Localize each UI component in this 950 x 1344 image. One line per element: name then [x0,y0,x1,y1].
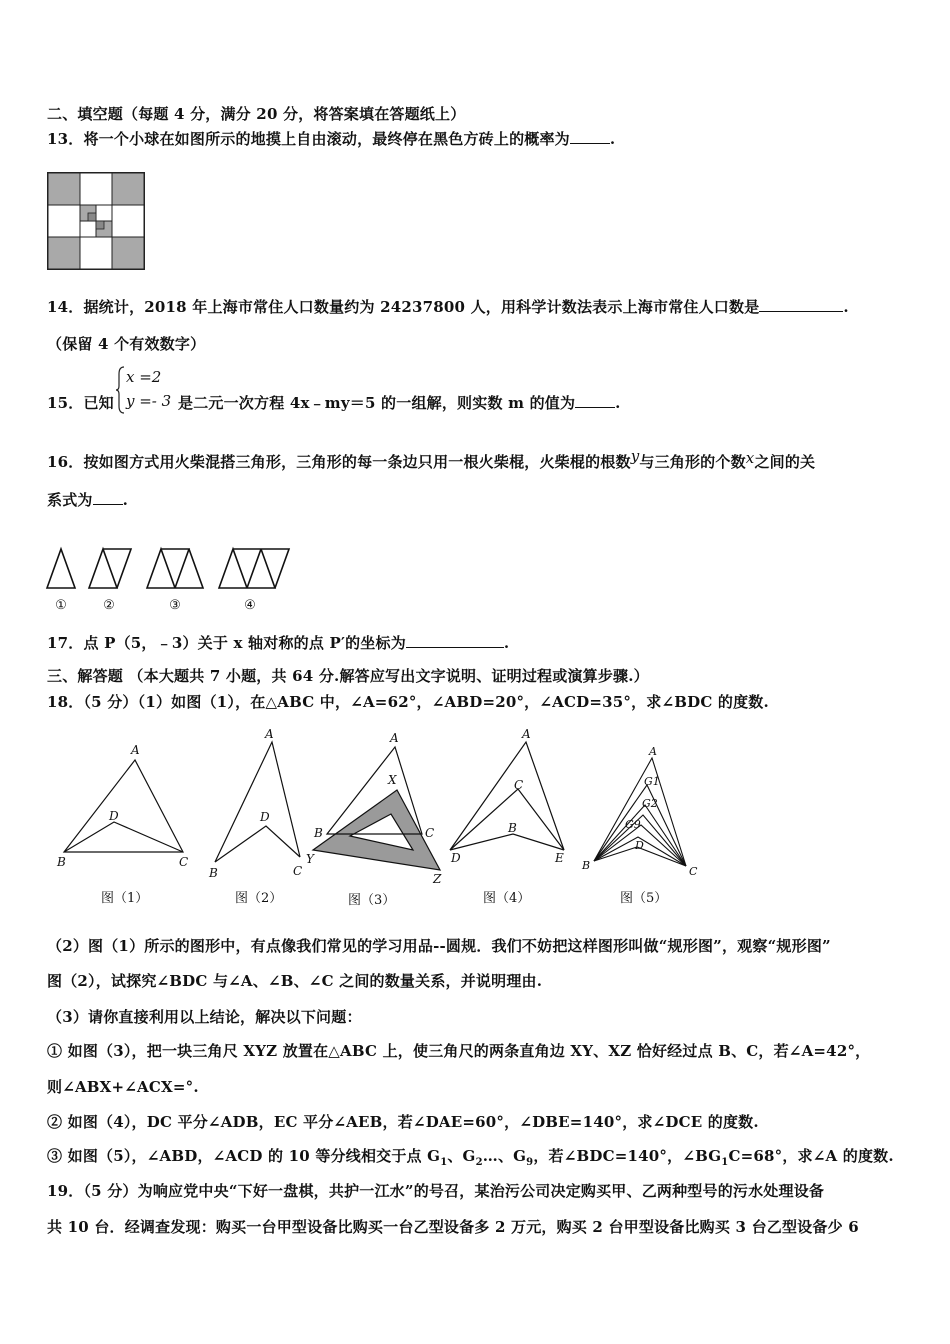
f5-label-g9: G9 [625,818,641,831]
q14-note: （保留 4 个有效数字） [47,335,206,353]
f4-label-b: B [508,821,517,835]
q18-item3-d: ，若∠BDC=140°，∠BG [533,1147,722,1165]
q16-answer-blank [93,490,123,505]
q18-item3 [47,1145,894,1168]
q16-line2: 系式为 . [47,491,129,509]
f5-label-g1: G1 [644,775,660,788]
f4-label-e: E [555,851,564,865]
f3-label-a: A [390,731,399,745]
f1-label-b: B [57,855,66,869]
f5-label-a: A [649,745,657,758]
fig1-caption: 图（1） [101,891,149,906]
q18-item3-sub9: 9 [526,1157,534,1168]
q18-figure-5 [575,745,705,910]
f2-label-b: B [209,866,218,880]
q16-label-1: ① [55,598,67,613]
f1-label-d: D [109,809,119,823]
f2-label-a: A [265,727,274,741]
f4-label-a: A [522,727,531,741]
q15-equation-system [116,366,178,414]
tile-black-s2 [96,221,104,229]
f5-label-c: C [689,865,698,878]
q18-figure-4 [445,725,585,910]
f5-label-d: D [635,839,644,852]
q18-item3-sub1b: 1 [721,1157,729,1168]
q18-item1-a: ① 如图（3），把一块三角尺 XYZ 放置在△ABC 上，使三角尺的两条直角边 XY、XZ 恰好经过点 B、C，若∠A=42°， [47,1042,871,1060]
q15-answer-blank [575,393,615,408]
q15-row1: x =2 [126,368,162,386]
question-15: 是二元一次方程 4x﹣my＝5 的一组解，则实数 m 的值为 . [178,394,621,412]
q15-row2: y =- 3 [126,392,172,410]
f3-label-x: X [388,773,397,787]
q16-text-d: 系式为 [47,491,93,509]
q18-item3-sub1: 1 [440,1157,448,1168]
f5-label-g2: G2 [642,797,658,810]
f3-label-b: B [314,826,323,840]
section-2-heading: 二、填空题（每题 4 分，满分 20 分，将答案填在答题纸上） [47,105,466,123]
question-13: 13．将一个小球在如图所示的地摸上自由滚动，最终停在黑色方砖上的概率为 . [47,130,616,148]
f1-label-a: A [131,743,140,757]
brace-icon [116,366,126,414]
fig5-caption: 图（5） [620,891,668,906]
tile-black-bl [48,237,80,269]
section-3-heading: 三、解答题 （本大题共 7 小题，共 64 分.解答应写出文字说明、证明过程或演算步骤.） [47,667,649,685]
q18-item3-c: …、G [482,1147,527,1165]
q16-var-y: y [630,447,640,465]
q18-item3-e: C=68°，求∠A 的度数. [728,1147,894,1165]
f4-label-d: D [451,851,461,865]
q18-item2: ② 如图（4），DC 平分∠ADB，EC 平分∠AEB，若∠DAE=60°，∠DBE=140°，求∠DCE 的度数. [47,1113,759,1131]
q16-matchstick-figures [40,543,310,615]
f3-label-y: Y [306,852,314,866]
q18-figure-2 [205,725,315,910]
q18-figure-3 [300,730,450,910]
tile-black-br [112,237,144,269]
fig4-caption: 图（4） [483,891,531,906]
q18-text: 18．（5 分）（1）如图（1），在△ABC 中，∠A=62°，∠ABD=20°，∠ACD=35°，求∠BDC 的度数. [47,693,769,711]
q18-item1-b: 则∠ABX+∠ACX=°. [47,1078,199,1096]
f2-label-c: C [293,864,303,878]
q15-num: 15．已知 [47,394,114,412]
q13-tile-figure [47,172,147,272]
q18-part2-a: （2）图（1）所示的图形中，有点像我们常见的学习用品--圆规．我们不妨把这样图形叫做“规形图”，观察“规形图” [47,937,831,955]
q19-text-b: 共 10 台．经调查发现：购买一台甲型设备比购买一台乙型设备多 2 万元，购买 2 台甲型设备比购买 3 台乙型设备少 6 [47,1218,859,1236]
f4-label-c: C [514,778,524,792]
f3-label-c: C [425,826,435,840]
q14-answer-blank [759,297,843,312]
q19-text-a: 19．（5 分）为响应党中央“下好一盘棋，共护一江水”的号召，某治污公司决定购买甲、乙两种型号的污水处理设备 [47,1182,825,1200]
q16-var-x: x [745,449,755,467]
f3-label-z: Z [433,872,442,886]
q17-answer-blank [406,633,504,648]
question-16 [47,447,816,472]
q18-item3-sub2: 2 [475,1157,483,1168]
q18-figure-1 [55,740,195,910]
q18-part3: （3）请你直接利用以上结论，解决以下问题： [47,1008,362,1026]
q13-text: 13．将一个小球在如图所示的地摸上自由滚动，最终停在黑色方砖上的概率为 [47,130,570,148]
tile-black-s1 [88,213,96,221]
q16-text-a: 16．按如图方式用火柴混搭三角形，三角形的每一条边只用一根火柴棍，火柴棍的根数 [47,453,631,471]
q16-label-3: ③ [169,598,181,613]
question-17: 17．点 P（5，﹣3）关于 x 轴对称的点 P′的坐标为 . [47,634,510,652]
q17-text: 17．点 P（5，﹣3）关于 x 轴对称的点 P′的坐标为 [47,634,406,652]
tile-black-tr [112,173,144,205]
tile-black-tl [48,173,80,205]
f1-label-c: C [179,855,189,869]
q18-part2-b: 图（2），试探究∠BDC 与∠A、∠B、∠C 之间的数量关系，并说明理由. [47,972,543,990]
q13-answer-blank [570,129,610,144]
f5-label-b: B [582,859,591,872]
q16-text-b: 与三角形的个数 [639,453,746,471]
q18-item3-b: 、G [447,1147,476,1165]
q18-item3-a: ③ 如图（5），∠ABD，∠ACD 的 10 等分线相交于点 G [47,1147,441,1165]
q16-label-4: ④ [244,598,256,613]
q14-text: 14．据统计，2018 年上海市常住人口数量约为 24237800 人，用科学计数法表示上海市常住人口数是 [47,298,760,316]
q16-text-c: 之间的关 [754,453,816,471]
question-14: 14．据统计，2018 年上海市常住人口数量约为 24237800 人，用科学计数法表示上海市常住人口数是 . [47,298,849,316]
fig3-caption: 图（3） [348,893,396,908]
fig2-caption: 图（2） [235,891,283,906]
q15-text: 是二元一次方程 4x﹣my＝5 的一组解，则实数 m 的值为 [178,394,576,412]
f2-label-d: D [260,810,270,824]
q16-label-2: ② [103,598,115,613]
